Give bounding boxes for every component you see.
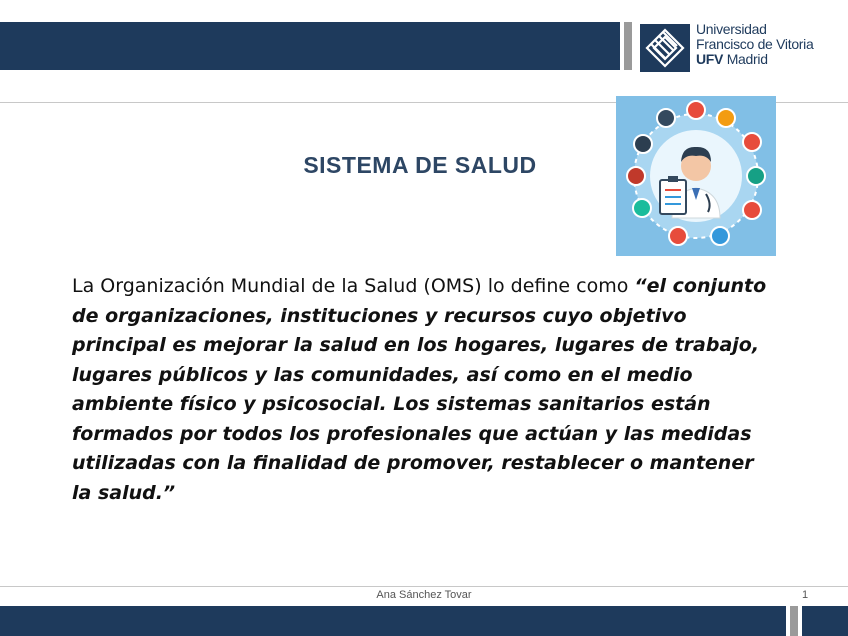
header-bar [0, 22, 620, 70]
logo-madrid: Madrid [723, 51, 768, 67]
logo-ufv: UFV [696, 51, 724, 67]
footer-author: Ana Sánchez Tovar [376, 589, 472, 601]
footer-stripe [790, 606, 798, 636]
who-definition-quote: “el conjunto de organizaciones, instituciones y recursos cuyo objetivo principal es mejorar la salud en los hogares, lugares de trabajo, lugares públicos y las comunidades, así como en el medio ambiente físico y psicosocial. Los sistemas sanitarios están formados por todos los profesionales que actúan y las medidas utilizadas con la finalidad de promover, restablecer o mantener la salud.” [72, 275, 767, 504]
university-logo [636, 18, 848, 74]
ufv-diamond-logo-icon [640, 24, 690, 72]
page-number: 1 [801, 589, 809, 601]
logo-text [696, 22, 813, 67]
slide-title: SISTEMA DE SALUD [303, 152, 537, 178]
doctor-medical-icons-illustration [616, 96, 776, 256]
footer-bar-end [802, 606, 848, 636]
slide-body [72, 272, 772, 508]
footer-divider [0, 586, 848, 587]
logo-line-2: Francisco de Vitoria [696, 36, 814, 52]
header-stripe [624, 22, 632, 70]
logo-line-1: Universidad [696, 21, 767, 37]
footer-bar [0, 606, 786, 636]
logo-line-3 [696, 52, 813, 67]
body-intro: La Organización Mundial de la Salud (OMS) lo define como [72, 275, 635, 297]
